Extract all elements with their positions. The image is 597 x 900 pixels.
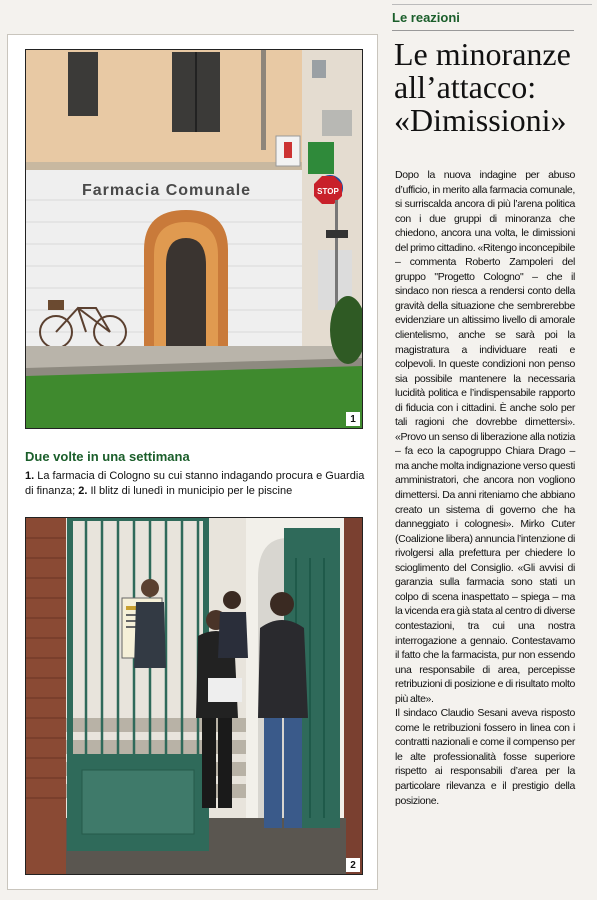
photo-number: 1 [346, 412, 360, 426]
caption-num-1: 1. [25, 470, 35, 482]
caption-num-2: 2. [78, 485, 88, 497]
article-paragraph: Dopo la nuova indagine per abuso d’ufficio, in merito alla farmacia comunale, si surriscalda ancora di più l’arena politica con i due gruppi di minoranza che chiedono, ancora una volta, le dimissioni del primo cittadino. «Ritengo inconcepibile – commenta Roberto Zampoleri del gruppo "Progetto Cologno" – che il sindaco non riesca a rendersi conto della gravità della situazione che sembrerebbe evidenziare un altissimo livello di amorale clientelismo, anche se sarà poi la magistratura a individuare reati e colpevoli. In queste condizioni non penso sia possibile mantenere la necessaria lucidità politica e l’indispensabile rapporto di fiducia con i cittadini. È anche solo per tali ragioni che dovrebbe dimettersi». «Provo un senso di liberazione alla notizia – fa eco la capogruppo Chiara Drago – ma anche molta indignazione verso questi amministratori, che ancora non vogliono dimettersi. Da anni riteniamo che abbiano creato un sistema di governo che ha danneggiato i colognesi». Mirko Cuter (Coalizione libera) annuncia l’intenzione di rivolgersi alla prefettura per chiedere lo scioglimento del Consiglio. «Gli avvisi di garanzia sulla farmacia sono stati un colpo di scena inaspettato – spiega – ma la vicenda era già stata al centro di diverse contestazioni, tra cui una nostra interrogazione a gennaio. Contestavamo il fatto che la farmacista, pur non essendo una responsabile di area, percepisse retribuzioni di posizione e di risultato molto più alte». [395, 169, 575, 705]
article-body [395, 168, 575, 808]
municipio-photo [25, 517, 363, 875]
article-paragraph: Il sindaco Claudio Sesani aveva risposto come le retribuzioni fossero in linea con i contratti nazionali e come il compenso per le alte professionalità fosse superiore rispetto ai responsabili d’area per la particolare rilevanza e il prestigio della posizione. [395, 707, 575, 807]
caption-text-2: Il blitz di lunedì in municipio per le piscine [87, 485, 293, 497]
photo-number: 2 [346, 858, 360, 872]
stop-sign: STOP [317, 187, 339, 196]
article-headline: Le minoranze all’attacco: «Dimissioni» [394, 36, 571, 138]
pharmacy-sign: Farmacia Comunale [82, 182, 252, 199]
caption-text [25, 469, 365, 499]
photo-column [7, 34, 378, 890]
article-kicker: Le reazioni [392, 10, 460, 25]
caption-title: Due volte in una settimana [25, 449, 190, 464]
municipio-illustration [26, 518, 362, 874]
caption-text-1: La farmacia di Cologno su cui stanno indagando procura e Guardia di finanza; [25, 470, 365, 497]
article-column [392, 0, 592, 900]
kicker-rule [392, 30, 574, 31]
pharmacy-photo [25, 49, 363, 429]
pharmacy-illustration [26, 50, 362, 428]
